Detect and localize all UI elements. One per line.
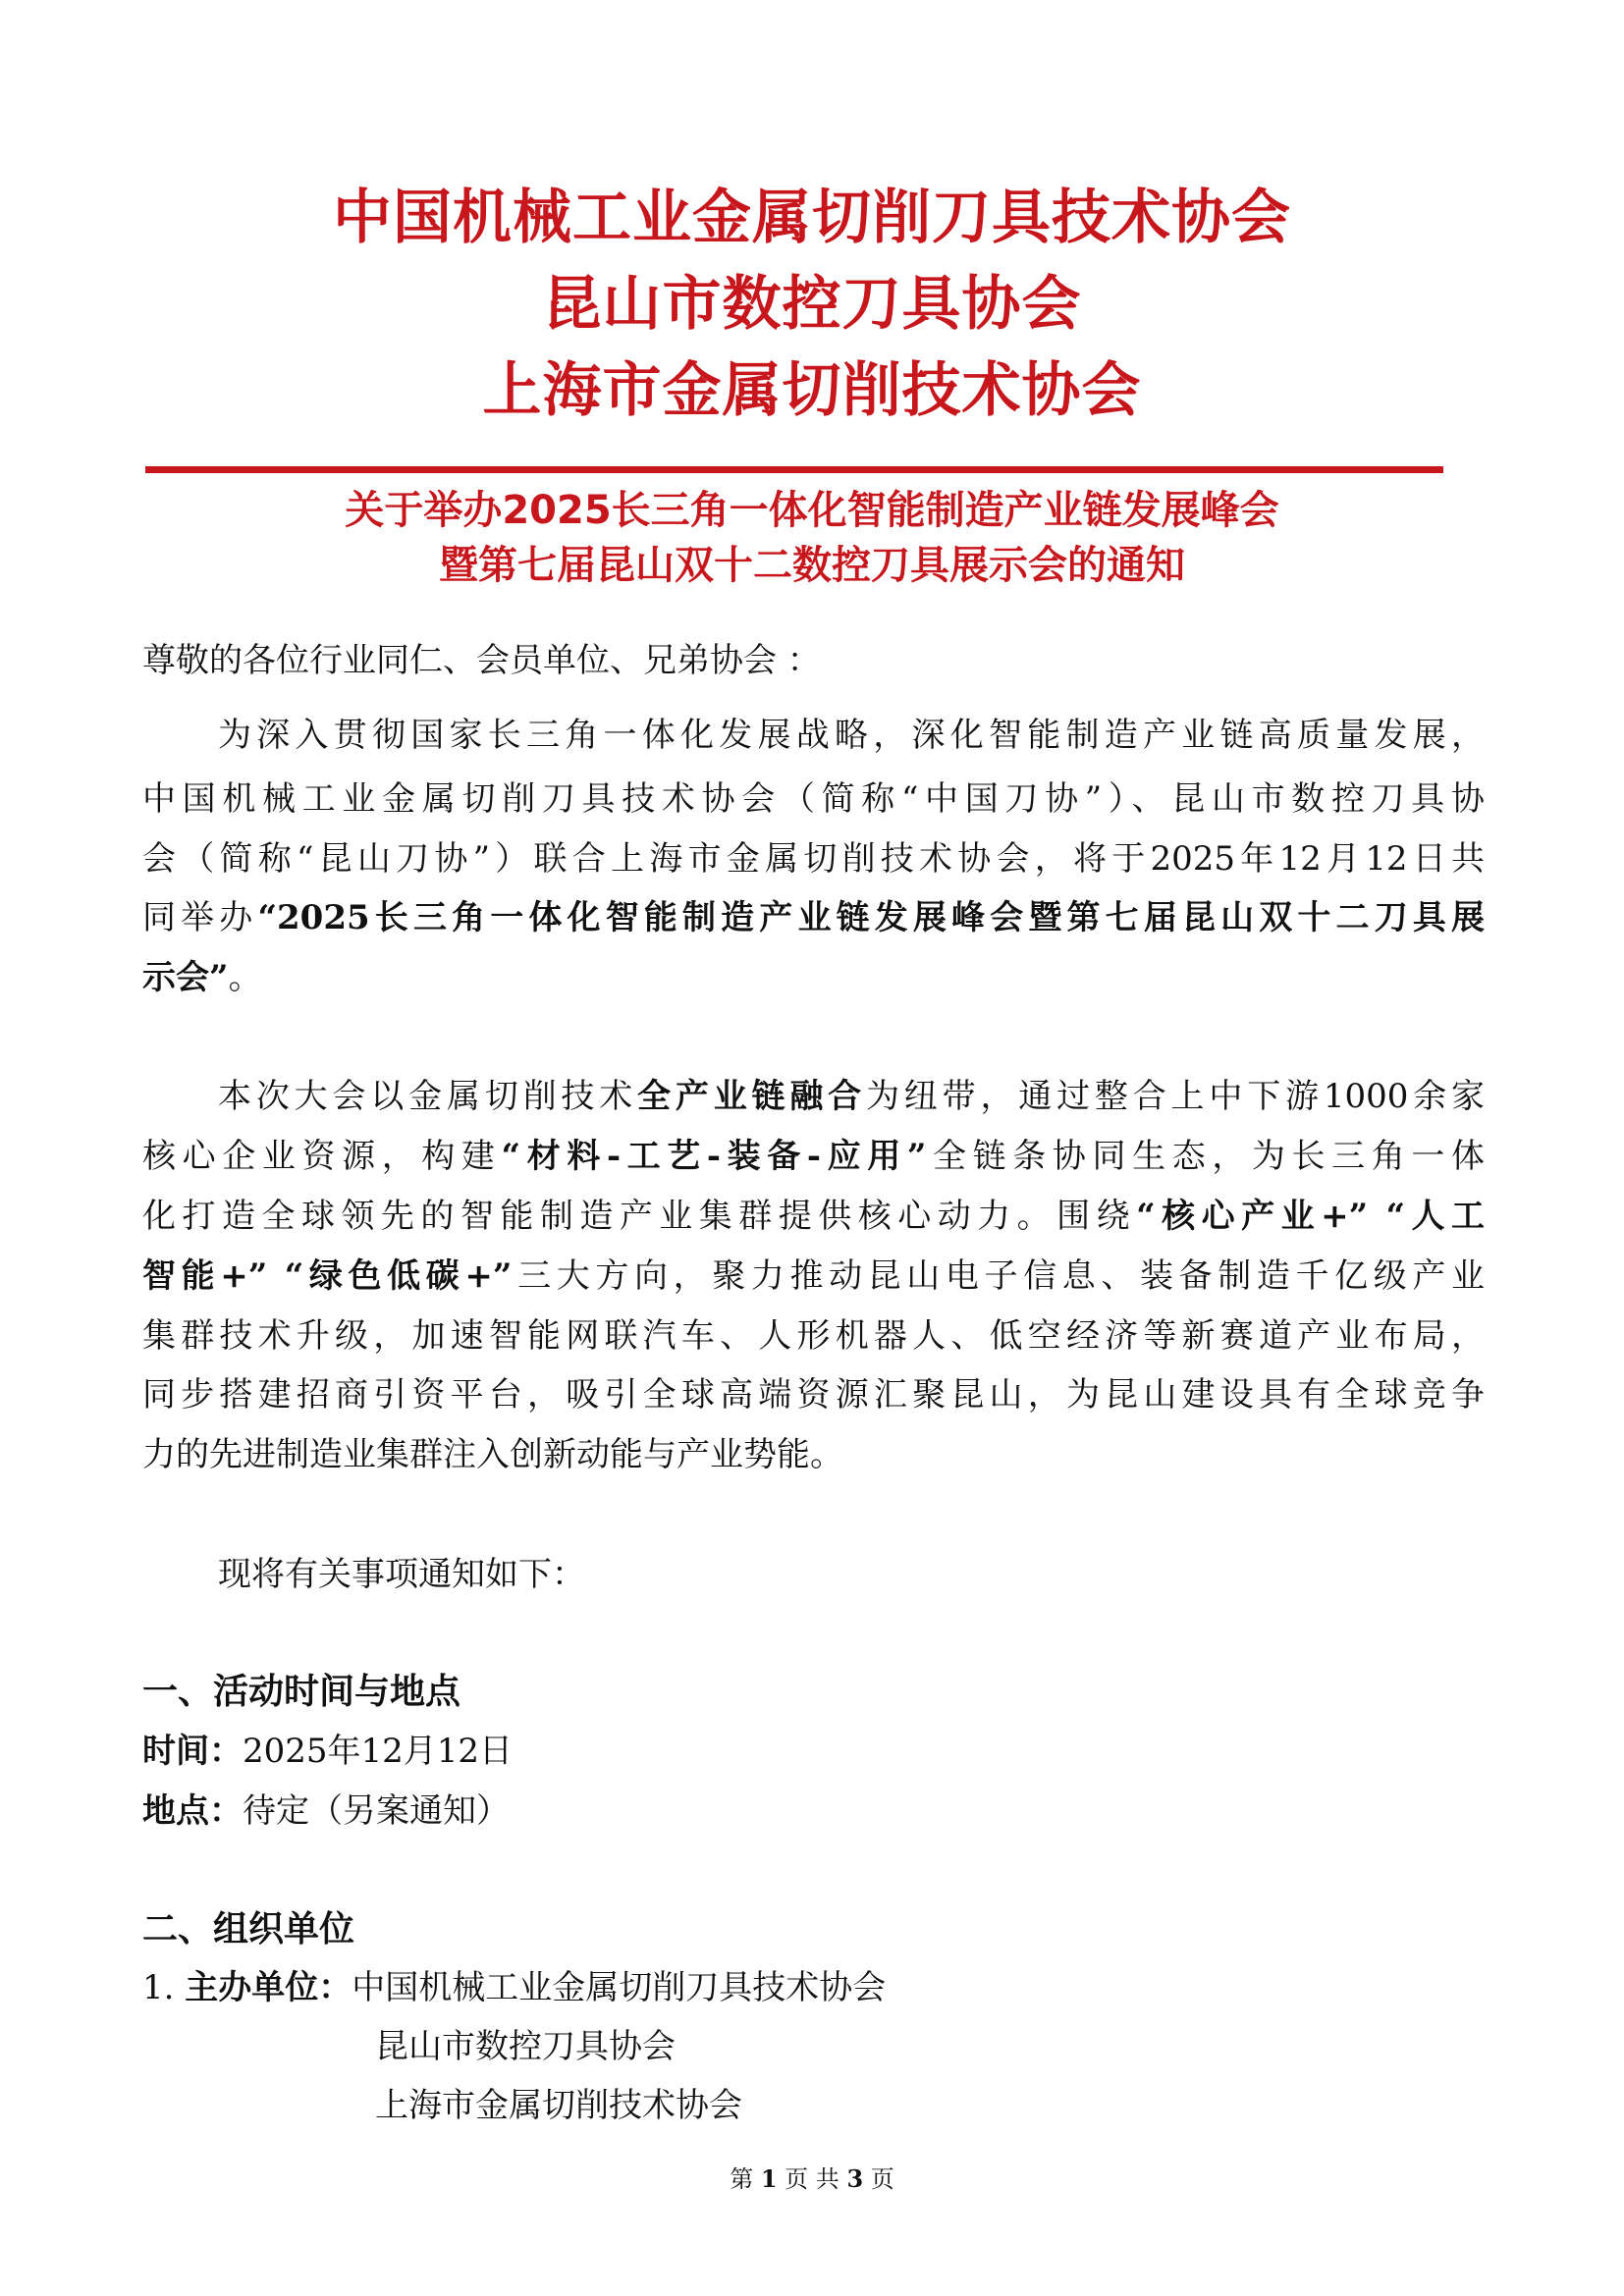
footer-text: 页 共 [777, 2165, 847, 2193]
header-org-kunshan-association: 昆山市数控刀具协会 [542, 270, 1082, 339]
text-run: 本次大会以金属切削技术 [218, 1077, 638, 1116]
page-total: 3 [846, 2164, 864, 2193]
paragraph-2-line [142, 1197, 1485, 1236]
section-heading-time-place: 一、活动时间与地点 [142, 1672, 461, 1712]
event-name-bold: 示会” [142, 958, 229, 997]
salutation: 尊敬的各位行业同仁、会员单位、兄弟协会 ： [142, 641, 821, 680]
organizer-label: 主办单位： [185, 1968, 352, 2007]
section-heading-organizers: 二、组织单位 [142, 1909, 355, 1949]
paragraph-1-line: 中国机械工业金属切削刀具技术协会（简称“中国刀协”）、昆山市数控刀具协 [142, 779, 1485, 819]
page-number: 1 [760, 2164, 778, 2193]
text-run: 全链条协同生态，为长三角一体 [926, 1137, 1486, 1176]
notice-title-line-1: 关于举办2025长三角一体化智能制造产业链发展峰会 [345, 488, 1279, 533]
bold-phrase: “材料-工艺-装备-应用” [501, 1137, 927, 1176]
paragraph-2-line [142, 1256, 1486, 1296]
footer-text: 第 [730, 2165, 761, 2193]
organizer-name: 昆山市数控刀具协会 [375, 2027, 676, 2066]
notice-title-line-2: 暨第七届昆山双十二数控刀具展示会的通知 [439, 543, 1185, 588]
bold-phrase: “核心产业+” “人工 [1136, 1197, 1485, 1236]
bold-phrase: 智能+” “绿色低碳+” [142, 1256, 513, 1296]
paragraph-1-line [142, 898, 1485, 937]
event-name-bold: “2025长三角一体化智能制造产业链发展峰会暨第七届昆山双十二刀具展 [257, 898, 1485, 937]
paragraph-2-line: 同步搭建招商引资平台，吸引全球高端资源汇聚昆山，为昆山建设具有全球竞争 [142, 1375, 1485, 1415]
text-run: 为纽带，通过整合上中下游1000余家 [865, 1077, 1486, 1116]
paragraph-2-line [142, 1137, 1486, 1176]
time-value: 2025年12月12日 [243, 1732, 514, 1771]
place-label: 地点： [142, 1791, 243, 1831]
footer-text: 页 [863, 2165, 894, 2193]
paragraph-3: 现将有关事项通知如下： [218, 1555, 585, 1594]
time-label: 时间： [142, 1732, 243, 1771]
paragraph-2-line: 集群技术升级，加速智能网联汽车、人形机器人、低空经济等新赛道产业布局， [142, 1316, 1485, 1356]
paragraph-1-line: 会（简称“昆山刀协”）联合上海市金属切削技术协会，将于2025年12月12日共 [142, 839, 1485, 879]
bold-phrase: 全产业链融合 [637, 1077, 866, 1116]
text-run: 。 [228, 958, 262, 997]
place-row [142, 1791, 510, 1831]
paragraph-1-line [142, 958, 262, 997]
text-run: 同举办 [142, 898, 258, 937]
red-divider [145, 466, 1443, 473]
paragraph-2-line [218, 1077, 1486, 1116]
paragraph-1-line: 为深入贯彻国家长三角一体化发展战略，深化智能制造产业链高质量发展， [218, 716, 1485, 755]
organizer-name: 上海市金属切削技术协会 [375, 2086, 742, 2125]
time-row [142, 1732, 514, 1771]
organizer-row [142, 1968, 887, 2007]
organizer-name: 中国机械工业金属切削刀具技术协会 [352, 1968, 887, 2007]
header-org-cutting-tools-association: 中国机械工业金属切削刀具技术协会 [333, 184, 1291, 252]
text-run: 化打造全球领先的智能制造产业集群提供核心动力。围绕 [142, 1197, 1137, 1236]
item-number: 1. [142, 1968, 186, 2007]
text-run: 核心企业资源，构建 [142, 1137, 502, 1176]
header-org-shanghai-association: 上海市金属切削技术协会 [482, 356, 1142, 425]
page-footer [0, 2164, 1624, 2193]
paragraph-2-line: 力的先进制造业集群注入创新动能与产业势能。 [142, 1435, 843, 1474]
text-run: 三大方向，聚力推动昆山电子信息、装备制造千亿级产业 [512, 1256, 1486, 1296]
place-value: 待定（另案通知） [243, 1791, 510, 1831]
